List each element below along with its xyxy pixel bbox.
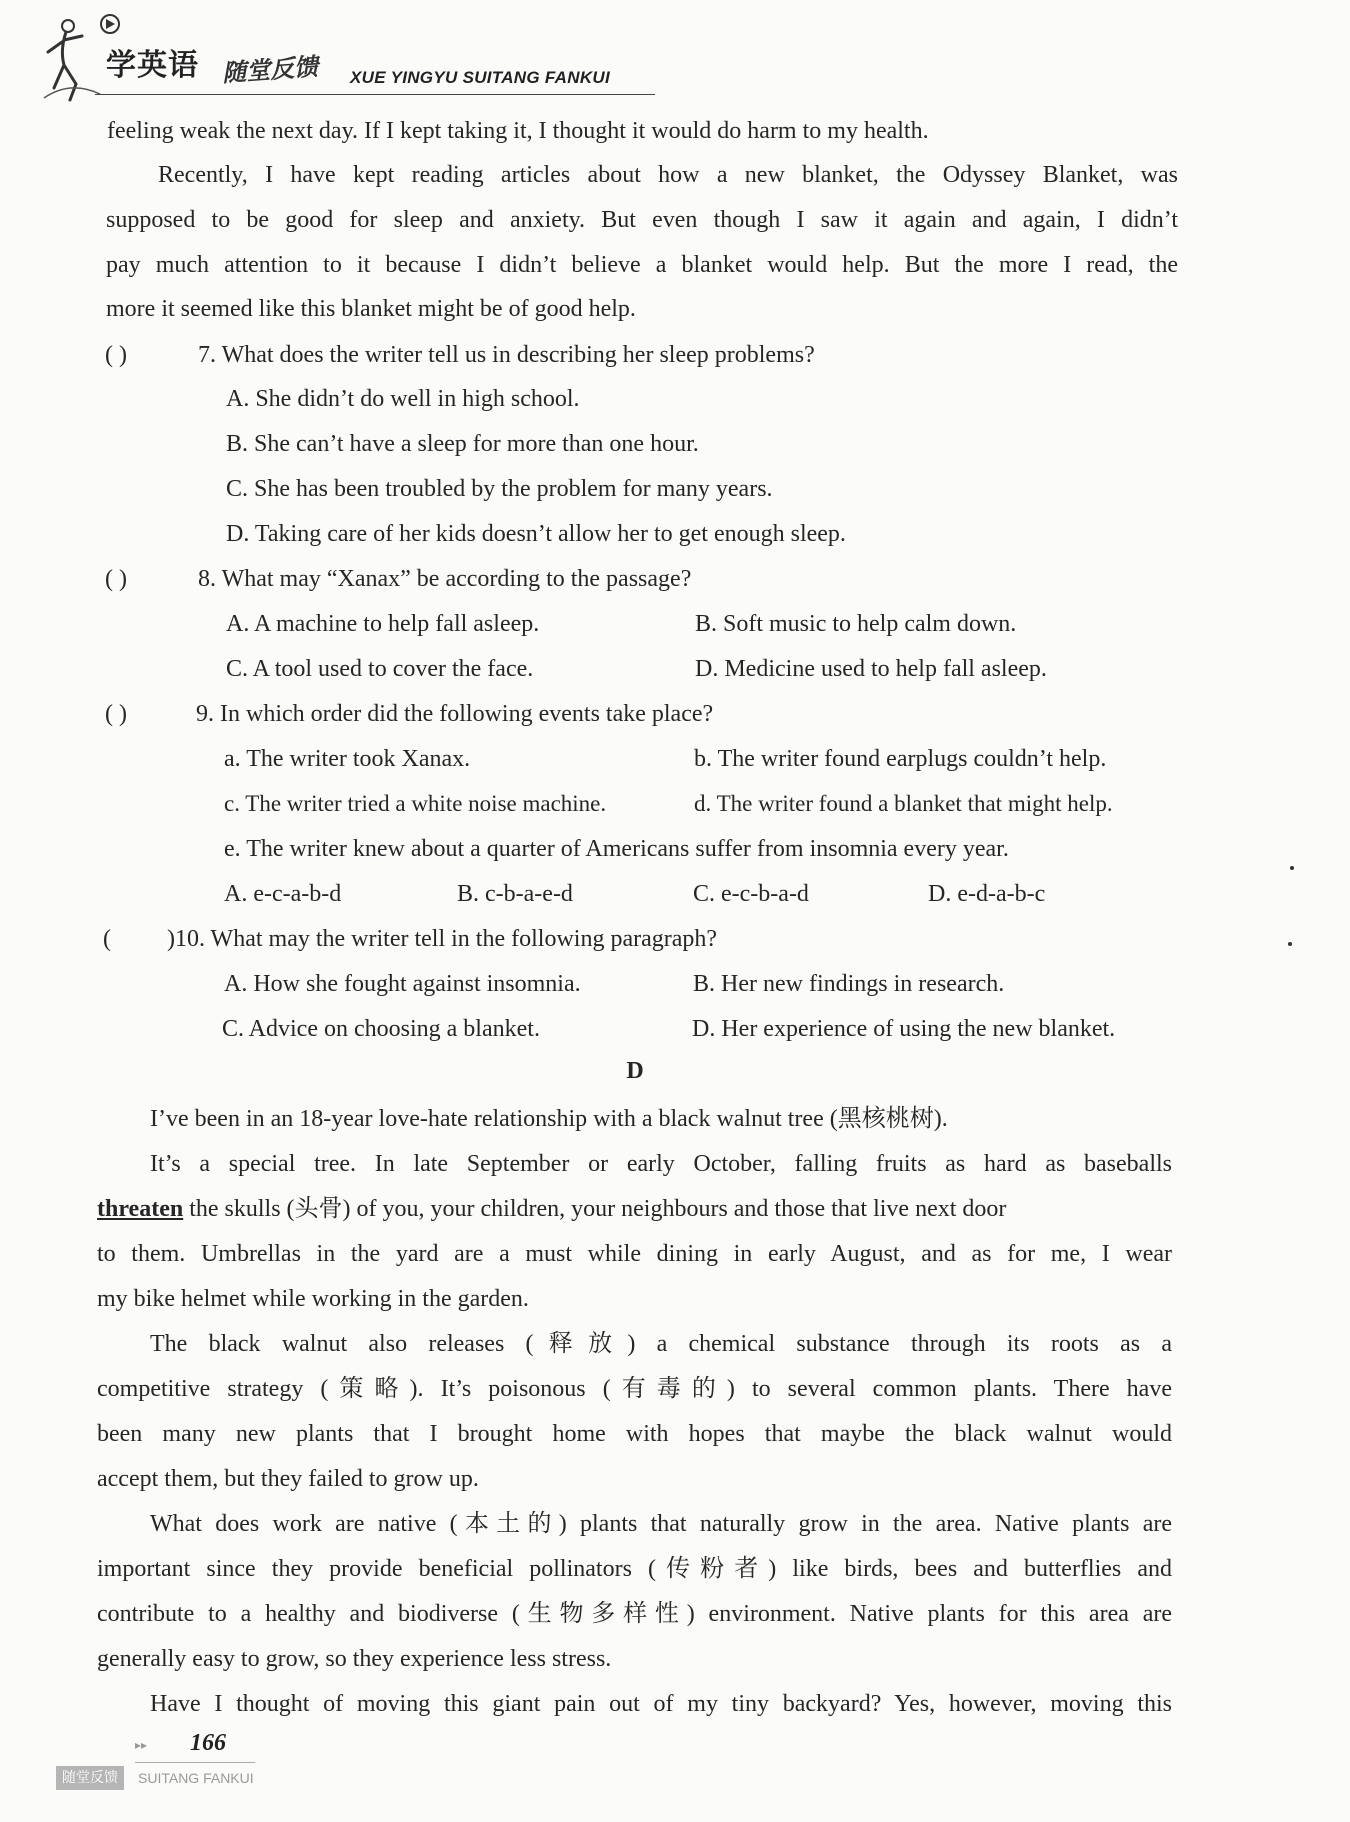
passage-line: generally easy to grow, so they experience less stress.: [97, 1646, 612, 1672]
option-c: C. Advice on choosing a blanket.: [222, 1016, 540, 1042]
option-a: A. e-c-a-b-d: [224, 881, 342, 907]
event-item: d. The writer found a blanket that might help.: [694, 791, 1113, 816]
footer-arrows-icon: ▸▸: [135, 1738, 148, 1752]
passage-line: supposed to be good for sleep and anxiety. But even though I saw it again and again, I didn’t: [106, 207, 1178, 233]
option-c: C. A tool used to cover the face.: [226, 656, 534, 682]
option-c: C. She has been troubled by the problem for many years.: [226, 476, 773, 502]
passage-line: more it seemed like this blanket might be of good help.: [106, 296, 636, 322]
passage-line: competitive strategy (策略). It’s poisonous (有毒的) to several common plants. There have: [97, 1376, 1172, 1402]
section-heading: D: [626, 1058, 644, 1084]
passage-line: It’s a special tree. In late September or early October, falling fruits as hard as baseballs: [150, 1151, 1172, 1177]
option-b: B. Her new findings in research.: [693, 971, 1005, 997]
option-d: D. Medicine used to help fall asleep.: [695, 656, 1047, 682]
option-b: B. c-b-a-e-d: [457, 881, 573, 907]
passage-line: What does work are native (本土的) plants that naturally grow in the area. Native plants are: [150, 1511, 1172, 1537]
passage-line: been many new plants that I brought home with hopes that maybe the black walnut would: [97, 1421, 1172, 1447]
margin-mark: [1288, 942, 1292, 946]
passage-line: to them. Umbrellas in the yard are a must while dining in early August, and as for me, I wear: [97, 1241, 1172, 1267]
footer-title-en: SUITANG FANKUI: [138, 1770, 254, 1786]
option-b: B. Soft music to help calm down.: [695, 611, 1017, 637]
brand-title-cn: 学英语: [106, 48, 199, 83]
footer-divider: [135, 1762, 255, 1763]
passage-line: threaten the skulls (头骨) of you, your children, your neighbours and those that live next door: [97, 1196, 1007, 1222]
passage-line: Recently, I have kept reading articles about how a new blanket, the Odyssey Blanket, was: [158, 162, 1178, 188]
question-stem: 7. What does the writer tell us in describing her sleep problems?: [198, 342, 815, 368]
option-a: A. How she fought against insomnia.: [224, 971, 581, 997]
passage-line: Have I thought of moving this giant pain out of my tiny backyard? Yes, however, moving this: [150, 1691, 1172, 1717]
event-item: b. The writer found earplugs couldn’t help.: [694, 746, 1107, 772]
header-divider: [95, 94, 655, 95]
option-d: D. e-d-a-b-c: [928, 881, 1046, 907]
passage-line: important since they provide beneficial pollinators (传粉者) like birds, bees and butterflies and: [97, 1556, 1172, 1582]
option-b: B. She can’t have a sleep for more than one hour.: [226, 431, 699, 457]
question-stem: 9. In which order did the following events take place?: [196, 701, 714, 727]
margin-mark: [1290, 866, 1294, 870]
answer-blank[interactable]: (: [103, 926, 111, 952]
passage-line: The black walnut also releases (释放) a chemical substance through its roots as a: [150, 1331, 1172, 1357]
page-number: 166: [190, 1730, 226, 1756]
event-item: e. The writer knew about a quarter of Americans suffer from insomnia every year.: [224, 836, 1009, 862]
question-stem: 8. What may “Xanax” be according to the passage?: [198, 566, 692, 592]
passage-line: feeling weak the next day. If I kept taking it, I thought it would do harm to my health.: [107, 118, 929, 144]
passage-line: I’ve been in an 18-year love-hate relationship with a black walnut tree (黑核桃树).: [150, 1106, 948, 1132]
option-c: C. e-c-b-a-d: [693, 881, 809, 907]
passage-line: contribute to a healthy and biodiverse (生物多样性) environment. Native plants for this area are: [97, 1601, 1172, 1627]
passage-line: my bike helmet while working in the garden.: [97, 1286, 529, 1312]
answer-blank[interactable]: ( ): [105, 566, 127, 592]
answer-blank[interactable]: ( ): [105, 342, 127, 368]
brand-title-en: XUE YINGYU SUITANG FANKUI: [350, 68, 611, 87]
event-item: a. The writer took Xanax.: [224, 746, 471, 772]
event-item: c. The writer tried a white noise machine.: [224, 791, 607, 816]
passage-line: pay much attention to it because I didn’t believe a blanket would help. But the more I read, the: [106, 252, 1178, 278]
passage-line: accept them, but they failed to grow up.: [97, 1466, 479, 1492]
footer-badge: 随堂反馈: [56, 1766, 124, 1790]
page-header: [40, 10, 620, 110]
answer-blank[interactable]: ( ): [105, 701, 127, 727]
option-a: A. A machine to help fall asleep.: [226, 611, 540, 637]
highlighted-word: threaten: [97, 1196, 184, 1222]
option-d: D. Taking care of her kids doesn’t allow her to get enough sleep.: [226, 521, 846, 547]
option-a: A. She didn’t do well in high school.: [226, 386, 580, 412]
option-d: D. Her experience of using the new blanket.: [692, 1016, 1116, 1042]
brand-subtitle-cn: 随堂反馈: [221, 52, 320, 88]
question-stem: )10. What may the writer tell in the following paragraph?: [167, 926, 718, 952]
